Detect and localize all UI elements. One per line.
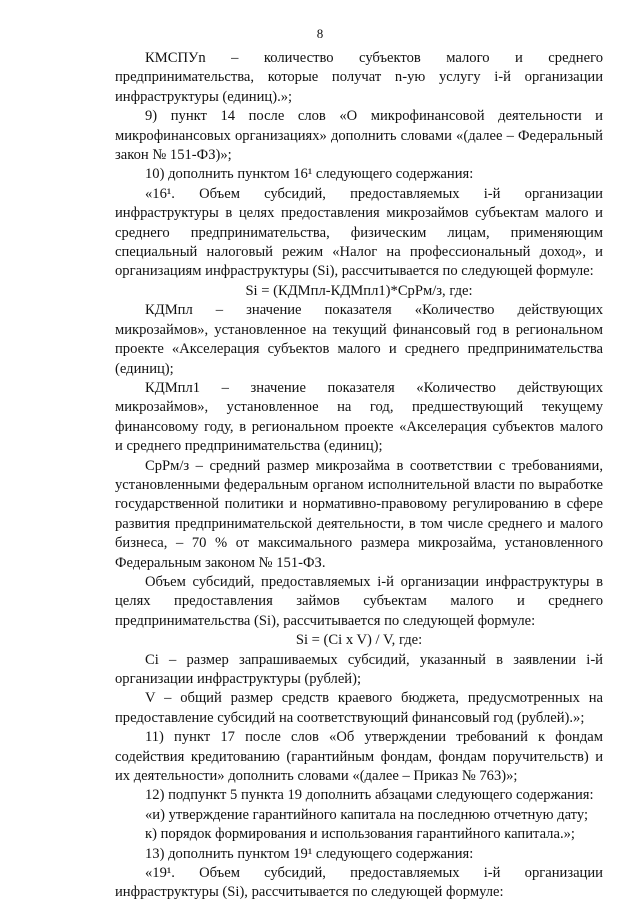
- clause-19-1: [115, 864, 603, 903]
- item-11: [115, 728, 603, 786]
- item-12: [115, 786, 603, 805]
- text-line: предоставление субсидий на соответствующий финансовый год (рублей).»;: [115, 709, 585, 726]
- text-line: закон № 151-ФЗ)»;: [115, 147, 232, 164]
- srrm-definition: [115, 457, 603, 573]
- text-line: КДМпл1 – значение показателя «Количество действующих: [145, 379, 603, 396]
- text-line: проекте «Акселерация субъектов малого и среднего предпринимательства: [115, 341, 603, 358]
- ci-definition: [115, 651, 603, 690]
- text-line: микрофинансовых организациях» дополнить словами «(далее – Федеральный: [115, 127, 603, 144]
- text-line: 9) пункт 14 после слов «О микрофинансовой деятельности и: [145, 108, 603, 125]
- kmspu-definition: [115, 49, 603, 107]
- text-line: содействия кредитованию (гарантийным фондам, фондам поручительств) и: [115, 748, 603, 765]
- text-line: 11) пункт 17 после слов «Об утверждении требований к фондам: [145, 729, 603, 746]
- page-number: 8: [316, 26, 324, 41]
- text-line: КДМпл – значение показателя «Количество действующих: [145, 302, 603, 319]
- text-line: бизнеса, – 70 % от максимального размера микрозайма, установленного: [115, 535, 603, 552]
- kdmpl1-definition: [115, 379, 603, 457]
- text-line: развития предпринимательской деятельности, в том числе среднего и малого: [115, 515, 603, 532]
- text-line: государственной политики и нормативно-правовому регулированию в сфере: [115, 496, 603, 513]
- text-line: их деятельности» дополнить словами «(далее – Приказ № 763)»;: [115, 768, 518, 785]
- text-line: СрРм/з – средний размер микрозайма в соответствии с требованиями,: [145, 457, 603, 474]
- text-line: и среднего предпринимательства (единиц);: [115, 438, 383, 455]
- text-line: (единиц);: [115, 360, 174, 377]
- text-line: к) порядок формирования и использования гарантийного капитала.»;: [145, 826, 575, 843]
- text-line: предпринимательства (Si), рассчитывается по следующей формуле:: [115, 612, 536, 629]
- text-line: специальный налоговый режим «Налог на профессиональный доход», и: [115, 244, 603, 261]
- text-line: организациям инфраструктуры (Si), рассчитывается по следующей формуле:: [115, 263, 594, 280]
- text-line: установленными федеральным органом исполнительной власти по выработке: [115, 476, 603, 493]
- text-line: целях предоставления займов субъектам малого и среднего: [115, 593, 603, 610]
- text-line: Объем субсидий, предоставляемых i-й организации инфраструктуры в: [145, 573, 603, 590]
- item-10: [115, 165, 603, 184]
- text-line: инфраструктуры (Si), рассчитывается по следующей формуле:: [115, 884, 504, 901]
- text-line: Ci – размер запрашиваемых субсидий, указанный в заявлении i-й: [145, 651, 603, 668]
- formula-1: Si = (КДМпл-КДМпл1)*СрРм/з, где:: [245, 282, 473, 299]
- v-definition: [115, 689, 603, 728]
- document-body: [115, 49, 603, 903]
- text-line: финансовому году, в региональном проекте «Акселерация субъектов малого: [115, 418, 603, 435]
- formula-2: Si = (Ci x V) / V, где:: [295, 632, 423, 649]
- text-line: 10) дополнить пунктом 16¹ следующего содержания:: [145, 166, 474, 183]
- clause-16-1: [115, 185, 603, 282]
- text-line: инфраструктуры в целях предоставления микрозаймов субъектам малого и: [115, 205, 603, 222]
- text-line: Федеральным законом № 151-ФЗ.: [115, 554, 326, 571]
- text-line: КМСПУn – количество субъектов малого и среднего: [145, 50, 603, 66]
- text-line: «16¹. Объем субсидий, предоставляемых i-й организации: [145, 185, 603, 202]
- text-line: инфраструктуры (единиц).»;: [115, 88, 293, 105]
- text-line: V – общий размер средств краевого бюджета, предусмотренных на: [145, 690, 603, 707]
- text-line: организации инфраструктуры (рублей);: [115, 671, 362, 687]
- subitem-k: [115, 825, 603, 844]
- text-line: микрозаймов», установленное на год, предшествующий текущему: [115, 399, 603, 416]
- text-line: «и) утверждение гарантийного капитала на последнюю отчетную дату;: [145, 806, 589, 823]
- subitem-i: [115, 806, 603, 825]
- text-line: микрозаймов», установленное на текущий финансовый год в региональном: [115, 321, 603, 338]
- text-line: среднего предпринимательства, физическим лицам, применяющим: [115, 224, 603, 241]
- text-line: «19¹. Объем субсидий, предоставляемых i-й организации: [145, 865, 603, 882]
- kdmpl-definition: [115, 301, 603, 379]
- item-9: [115, 107, 603, 165]
- text-line: 13) дополнить пунктом 19¹ следующего содержания:: [145, 845, 474, 862]
- text-line: предпринимательства, которые получат n-ую услугу i-й организации: [115, 69, 603, 86]
- subsidy-loans-paragraph: [115, 573, 603, 631]
- item-13: [115, 845, 603, 864]
- text-line: 12) подпункт 5 пункта 19 дополнить абзацами следующего содержания:: [145, 787, 594, 804]
